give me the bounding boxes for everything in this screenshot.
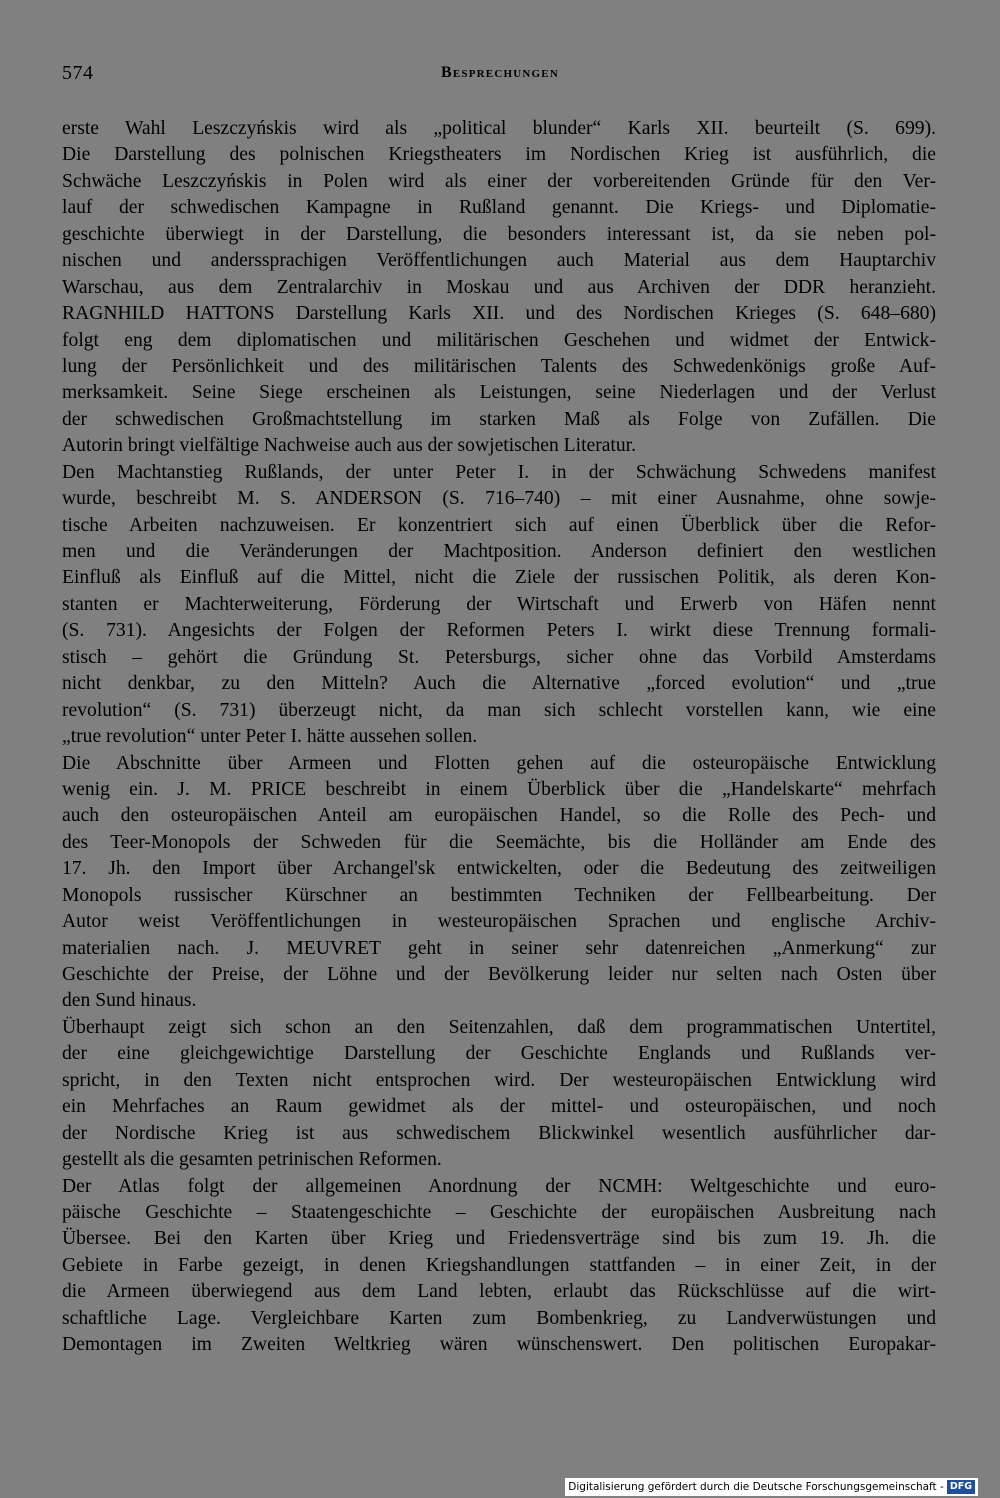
- text-line: Demontagen im Zweiten Weltkrieg wären wünschenswert. Den politischen Europakar-: [62, 1334, 936, 1356]
- text-line: merksamkeit. Seine Siege erscheinen als Leistungen, seine Niederlagen und der Verlust: [62, 382, 936, 404]
- text-line: Einfluß als Einfluß auf die Mittel, nicht die Ziele der russischen Politik, als deren Kon-: [62, 567, 936, 589]
- text-line: revolution“ (S. 731) überzeugt nicht, da man sich schlecht vorstellen kann, wie eine: [62, 699, 936, 721]
- text-line: spricht, in den Texten nicht entsprochen wird. Der westeuropäischen Entwicklung wird: [62, 1069, 936, 1091]
- text-line: der eine gleichgewichtige Darstellung der Geschichte Englands und Rußlands ver-: [62, 1043, 936, 1065]
- text-line: Autor weist Veröffentlichungen in westeuropäischen Sprachen und englische Archiv-: [62, 911, 936, 933]
- text-line: die Armeen überwiegend aus dem Land lebten, erlaubt das Rückschlüsse auf die wirt-: [62, 1281, 936, 1303]
- text-line: des Teer-Monopols der Schweden für die Seemächte, bis die Holländer am Ende des: [62, 831, 936, 853]
- text-line: „true revolution“ unter Peter I. hätte aussehen sollen.: [62, 726, 478, 748]
- text-line: auch den osteuropäischen Anteil am europäischen Handel, so die Rolle des Pech- und: [62, 805, 936, 827]
- credit-text: Digitalisierung gefördert durch die Deutsche Forschungsgemeinschaft -: [568, 1481, 944, 1493]
- text-line: schaftliche Lage. Vergleichbare Karten zum Bombenkrieg, zu Landverwüstungen und: [62, 1307, 936, 1329]
- text-line: Geschichte der Preise, der Löhne und der Bevölkerung leider nur selten nach Osten über: [62, 964, 936, 985]
- text-line: men und die Veränderungen der Machtposition. Anderson definiert den westlichen: [62, 541, 936, 562]
- text-line: nischen und anderssprachigen Veröffentlichungen auch Material aus dem Hauptarchiv: [62, 250, 936, 272]
- text-line: Gebiete in Farbe gezeigt, in denen Kriegshandlungen stattfanden – in einer Zeit, in der: [62, 1254, 936, 1276]
- text-line: wenig ein. J. M. PRICE beschreibt in einem Überblick über die „Handelskarte“ mehrfach: [62, 778, 936, 800]
- text-line: RAGNHILD HATTONS Darstellung Karls XII. und des Nordischen Krieges (S. 648–680): [62, 303, 936, 325]
- dfg-logo: DFG: [947, 1480, 975, 1494]
- text-line: Schwäche Leszczyńskis in Polen wird als einer der vorbereitenden Gründe für den Ver-: [62, 170, 936, 192]
- text-line: Autorin bringt vielfältige Nachweise auch aus der sowjetischen Literatur.: [62, 435, 637, 457]
- text-line: erste Wahl Leszczyńskis wird als „political blunder“ Karls XII. beurteilt (S. 699).: [62, 118, 936, 139]
- text-line: Den Machtanstieg Rußlands, der unter Peter I. in der Schwächung Schwedens manifest: [62, 461, 936, 483]
- text-line: (S. 731). Angesichts der Folgen der Reformen Peters I. wirkt diese Trennung formali-: [62, 620, 936, 642]
- text-line: den Sund hinaus.: [62, 990, 197, 1012]
- digitization-credit: [565, 1478, 978, 1496]
- text-line: Der Atlas folgt der allgemeinen Anordnung der NCMH: Weltgeschichte und euro-: [62, 1175, 936, 1197]
- text-line: wurde, beschreibt M. S. ANDERSON (S. 716–740) – mit einer Ausnahme, ohne sowje-: [62, 488, 936, 510]
- text-line: lung der Persönlichkeit und des militärischen Talents des Schwedenkönigs große Auf-: [62, 355, 936, 377]
- text-line: geschichte überwiegt in der Darstellung, die besonders interessant ist, da sie neben pol-: [62, 223, 936, 245]
- text-line: 17. Jh. den Import über Archangel'sk entwickelten, oder die Bedeutung des zeitweiligen: [62, 858, 936, 880]
- text-line: gestellt als die gesamten petrinischen Reformen.: [62, 1149, 442, 1171]
- text-line: stisch – gehört die Gründung St. Petersburgs, sicher ohne das Vorbild Amsterdams: [62, 646, 936, 668]
- text-line: ein Mehrfaches an Raum gewidmet als der mittel- und osteuropäischen, und noch: [62, 1096, 936, 1118]
- text-line: folgt eng dem diplomatischen und militärischen Geschehen und widmet der Entwick-: [62, 329, 936, 351]
- body-text: [62, 116, 936, 1359]
- page-number: 574: [62, 62, 94, 84]
- text-line: päische Geschichte – Staatengeschichte – Geschichte der europäischen Ausbreitung nach: [62, 1201, 936, 1223]
- text-line: Warschau, aus dem Zentralarchiv in Moskau und aus Archiven der DDR heranzieht.: [62, 276, 936, 298]
- text-line: materialien nach. J. MEUVRET geht in seiner sehr datenreichen „Anmerkung“ zur: [62, 937, 936, 959]
- text-line: stanten er Machterweiterung, Förderung der Wirtschaft und Erwerb von Häfen nennt: [62, 593, 936, 615]
- text-line: lauf der schwedischen Kampagne in Rußland genannt. Die Kriegs- und Diplomatie-: [62, 197, 936, 219]
- text-line: der Nordische Krieg ist aus schwedischem Blickwinkel wesentlich ausführlicher dar-: [62, 1122, 936, 1144]
- text-line: nicht denkbar, zu den Mitteln? Auch die Alternative „forced evolution“ und „true: [62, 673, 936, 695]
- page-header: [62, 62, 938, 90]
- text-line: der schwedischen Großmachtstellung im starken Maß als Folge von Zufällen. Die: [62, 408, 936, 430]
- text-line: Übersee. Bei den Karten über Krieg und Friedensverträge sind bis zum 19. Jh. die: [62, 1228, 936, 1250]
- running-head: Besprechungen: [441, 64, 559, 81]
- text-line: Überhaupt zeigt sich schon an den Seitenzahlen, daß dem programmatischen Untertitel,: [62, 1016, 936, 1038]
- text-line: Die Abschnitte über Armeen und Flotten gehen auf die osteuropäische Entwicklung: [62, 752, 936, 774]
- text-line: Monopols russischer Kürschner an bestimmten Techniken der Fellbearbeitung. Der: [62, 884, 936, 906]
- text-line: Die Darstellung des polnischen Kriegstheaters im Nordischen Krieg ist ausführlich, die: [62, 144, 936, 166]
- text-line: tische Arbeiten nachzuweisen. Er konzentriert sich auf einen Überblick über die Refor-: [62, 514, 936, 536]
